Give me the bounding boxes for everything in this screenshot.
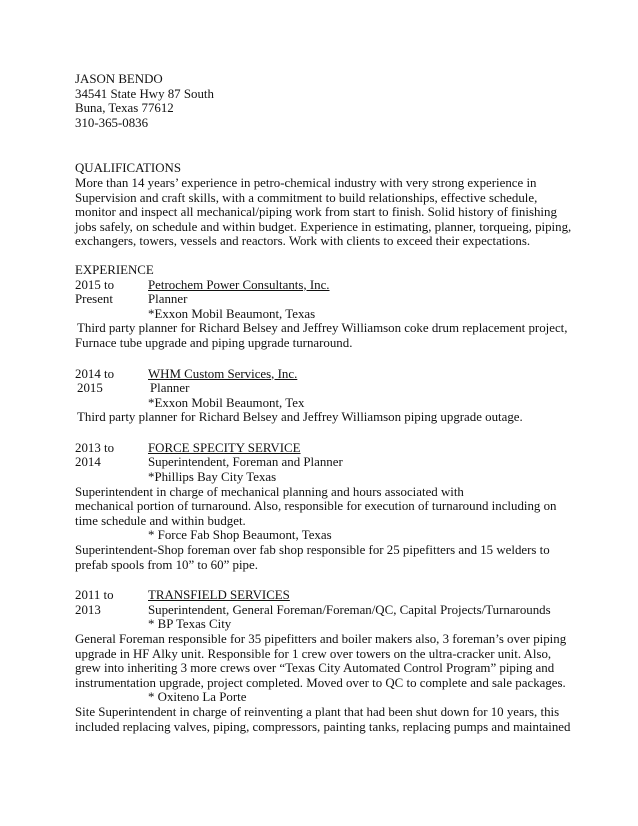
job-role: Planner [148,292,188,307]
address-line-1: 34541 State Hwy 87 South [75,86,214,101]
job-description-line: Third party planner for Richard Belsey and Jeffrey Williamson piping upgrade outage. [77,410,523,425]
job-date-from: 2014 to [75,366,115,381]
job-description-line: Furnace tube upgrade and piping upgrade turnaround. [75,335,353,350]
experience-heading: EXPERIENCE [75,262,154,277]
spacer [75,130,565,161]
job-site: * BP Texas City [148,617,232,632]
spacer [75,249,565,263]
job-entry [75,441,565,572]
job-date-to: 2015 [77,381,103,396]
address-line-2: Buna, Texas 77612 [75,101,174,116]
spacer [75,572,565,588]
job-description-line: mechanical portion of turnaround. Also, responsible for execution of turnaround including on [75,499,557,514]
job-date-to: 2014 [75,455,101,470]
qualifications-line: exchangers, towers, vessels and reactors. Work with clients to exceed their expectations. [75,234,531,249]
job-description-line: Site Superintendent in charge of reinventing a plant that had been shut down for 10 years, this [75,704,560,719]
job-company: FORCE SPECITY SERVICE [148,440,301,455]
job-description-line: grew into inheriting 3 more crews over “Texas City Automated Control Program” piping and [75,661,555,676]
job-role: Superintendent, Foreman and Planner [148,455,343,470]
phone-number: 310-365-0836 [75,115,149,130]
job-entry [75,367,565,425]
job-date-from: 2011 to [75,588,114,603]
qualifications-line: jobs safely, on schedule and within budget. Experience in estimating, planner, torqueing, piping, [75,219,572,234]
contact-block [75,72,565,130]
spacer [75,351,565,367]
job-site: *Phillips Bay City Texas [148,470,277,485]
job-site: *Exxon Mobil Beaumont, Texas [148,306,316,321]
job-site: * Oxiteno La Porte [148,690,247,705]
resume-page [75,72,572,734]
spacer [75,425,565,441]
job-date-to: Present [75,292,113,307]
job-company: TRANSFIELD SERVICES [148,588,290,603]
job-description-line: time schedule and within budget. [75,513,246,528]
candidate-name: JASON BENDO [75,72,163,86]
qualifications-heading: QUALIFICATIONS [75,161,181,176]
job-description-line: Superintendent-Shop foreman over fab shop responsible for 25 pipefitters and 15 welders to [75,543,550,558]
job-description-line: included replacing valves, piping, compressors, painting tanks, replacing pumps and maintained [75,719,571,734]
job-description-line: prefab spools from 10” to 60” pipe. [75,557,258,572]
job-role: Planner [150,381,190,396]
job-description-line: Superintendent in charge of mechanical planning and hours associated with [75,484,464,499]
job-entry [75,588,571,734]
job-role: Superintendent, General Foreman/Foreman/QC, Capital Projects/Turnarounds [148,602,551,617]
job-company: WHM Custom Services, Inc. [148,366,298,381]
qualifications-line: More than 14 years’ experience in petro-chemical industry with very strong experience in [75,175,537,190]
job-site: * Force Fab Shop Beaumont, Texas [148,528,332,543]
qualifications-line: monitor and inspect all mechanical/piping work from start to finish. Solid history of finishing [75,205,557,220]
qualifications-section [75,161,572,249]
job-date-from: 2015 to [75,277,115,292]
job-date-to: 2013 [75,602,101,617]
qualifications-line: Supervision and craft skills, with a commitment to build relationships, effective schedule, [75,190,538,205]
job-site: *Exxon Mobil Beaumont, Tex [148,395,305,410]
experience-section [75,262,571,734]
job-entry [75,277,568,351]
job-date-from: 2013 to [75,440,115,455]
job-description-line: upgrade in HF Alky unit. Responsible for 1 crew over towers on the ultra-cracker unit. Also, [75,646,552,661]
job-description-line: General Foreman responsible for 35 pipefitters and boiler makers also, 3 foreman’s over piping [75,632,567,646]
job-description-line: Third party planner for Richard Belsey and Jeffrey Williamson coke drum replacement project, [77,321,568,336]
job-description-line: instrumentation upgrade, project completed. Moved over to QC to complete and sale packages. [75,675,566,690]
job-company: Petrochem Power Consultants, Inc. [148,277,330,292]
